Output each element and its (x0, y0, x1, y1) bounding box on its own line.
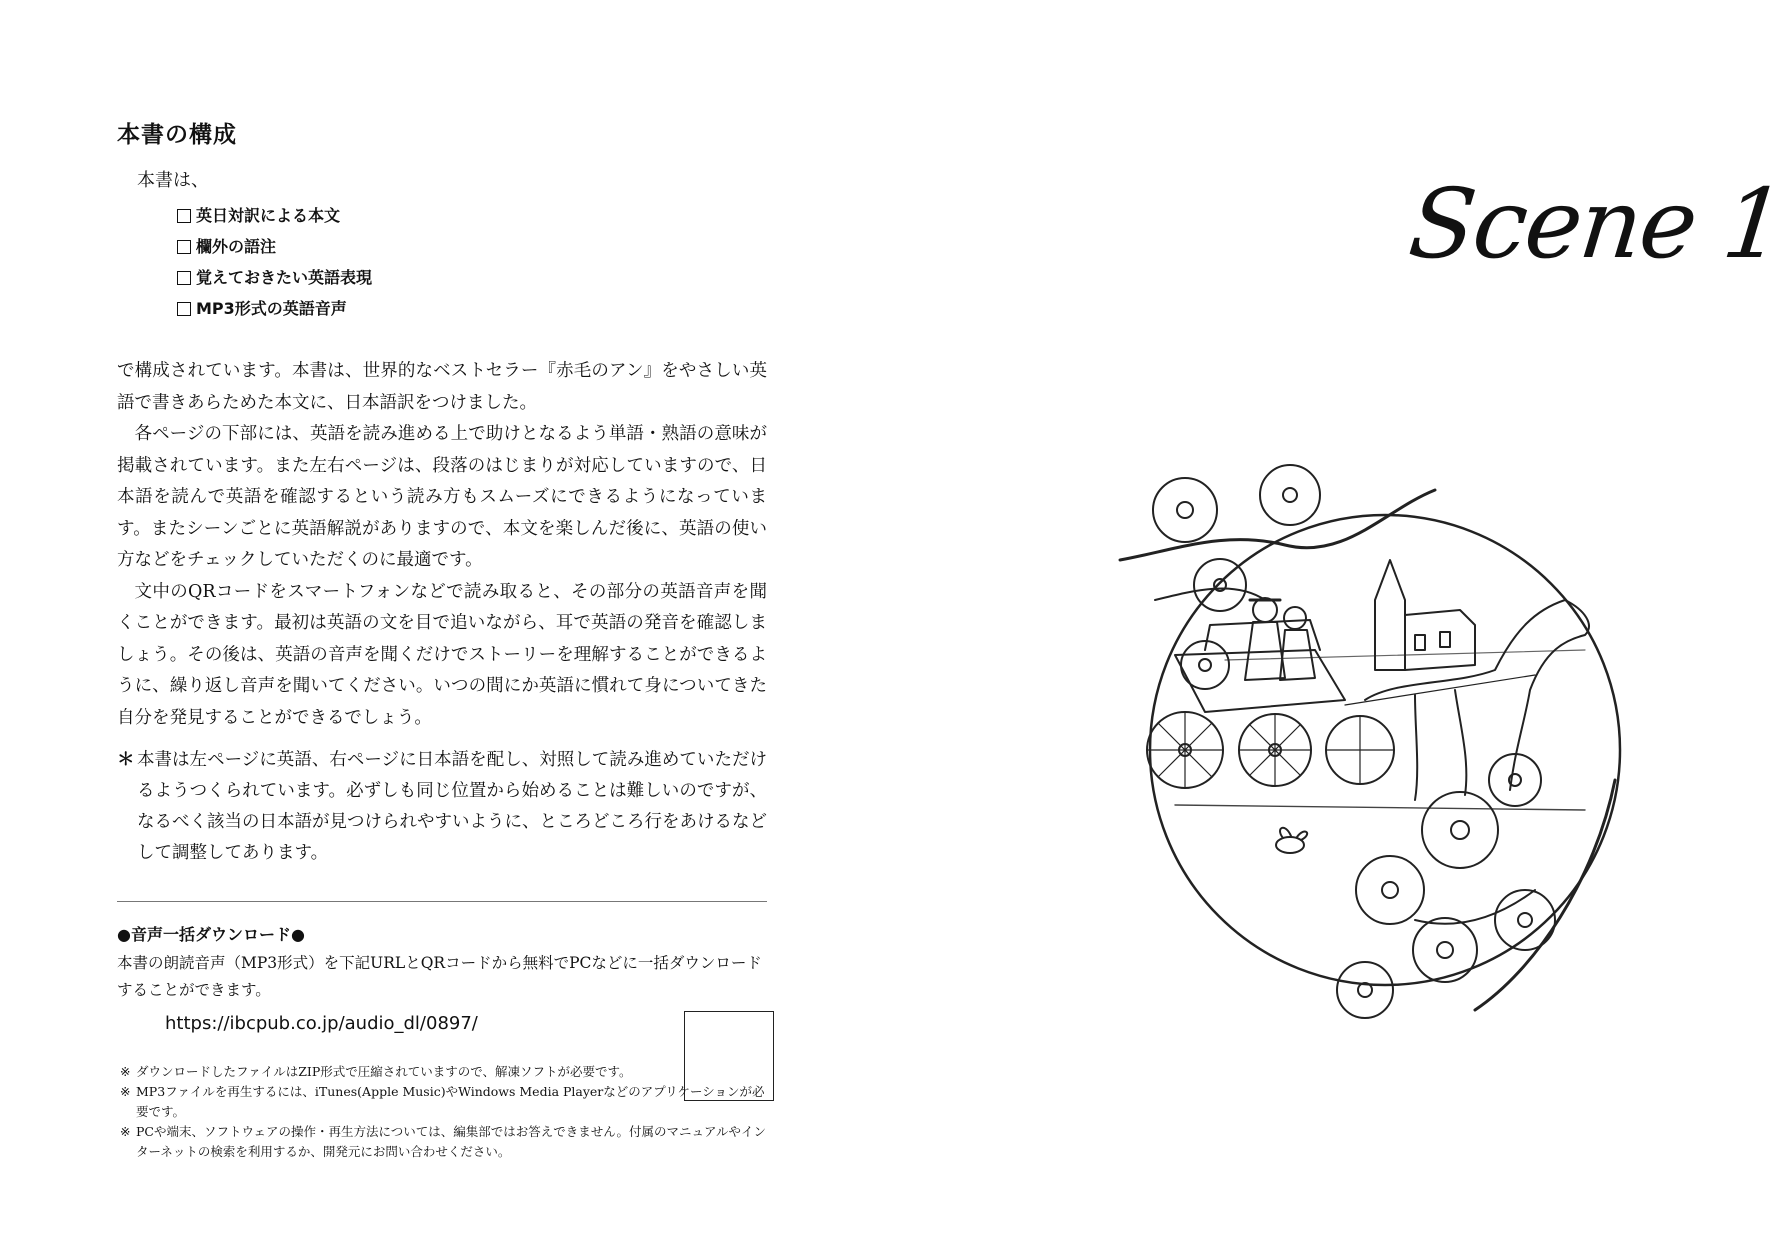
checklist-label: MP3形式の英語音声 (196, 299, 347, 318)
buggy-blossom-illustration (1115, 450, 1645, 1060)
download-note (120, 1062, 770, 1082)
asterisk-mark: ＊ (117, 750, 135, 770)
download-note (120, 1082, 770, 1122)
checklist-label: 欄外の語注 (196, 237, 277, 256)
page-heading: 本書の構成 (117, 122, 237, 148)
intro-text: 本書は、 (137, 170, 209, 191)
download-description: 本書の朗読音声（MP3形式）を下記URLとQRコードから無料でPCなどに一括ダウンロードすることができます。 (117, 954, 762, 999)
note-text: MP3ファイルを再生するには、iTunes(Apple Music)やWindows Media Playerなどのアプリケーションが必要です。 (136, 1084, 765, 1119)
download-url[interactable]: https://ibcpub.co.jp/audio_dl/0897/ (165, 1013, 478, 1034)
contents-checklist (177, 200, 372, 324)
checkbox-icon (177, 302, 191, 316)
download-note (120, 1122, 770, 1162)
checklist-item (177, 293, 372, 324)
download-notes (120, 1062, 770, 1162)
note-text: ダウンロードしたファイルはZIP形式で圧縮されていますので、解凍ソフトが必要です。 (136, 1064, 632, 1079)
checkbox-icon (177, 271, 191, 285)
bee-icon (1276, 837, 1304, 853)
blossom-flowers (1153, 465, 1555, 1018)
layout-note (117, 745, 767, 869)
checkbox-icon (177, 209, 191, 223)
checklist-label: 覚えておきたい英語表現 (196, 268, 373, 287)
note-mark: ※ (120, 1064, 131, 1079)
note-text: 本書は左ページに英語、右ページに日本語を配し、対照して読み進めていただけるようつくられています。必ずしも同じ位置から始めることは難しいのですが、なるべく該当の日本語が見つけられやすいように、ところどころ行をあけるなどして調整してあります。 (137, 750, 767, 863)
scene-title: Scene 1 (1404, 168, 1788, 280)
checklist-label: 英日対訳による本文 (196, 206, 341, 225)
checklist-item (177, 262, 372, 293)
checklist-item (177, 200, 372, 231)
paragraph: 各ページの下部には、英語を読み進める上で助けとなるよう単語・熟語の意味が掲載されています。また左右ページは、段落のはじまりが対応していますので、日本語を読んで英語を確認するという読み方もスムーズにできるようになっています。またシーンごとに英語解説がありますので、本文を楽しんだ後に、英語の使い方などをチェックしていただくのに最適です。 (117, 424, 767, 570)
note-mark: ※ (120, 1124, 131, 1139)
note-mark: ※ (120, 1084, 131, 1099)
note-text: PCや端末、ソフトウェアの操作・再生方法については、編集部ではお答えできません。付属のマニュアルやインターネットの検索を利用するか、開発元にお問い合わせください。 (136, 1124, 766, 1159)
download-heading: ●音声一括ダウンロード● (117, 925, 305, 944)
divider (117, 901, 767, 902)
checkbox-icon (177, 240, 191, 254)
body-text (117, 356, 767, 734)
paragraph: 文中のQRコードをスマートフォンなどで読み取ると、その部分の英語音声を聞くことができます。最初は英語の文を目で追いながら、耳で英語の発音を確認しましょう。その後は、英語の音声を聞くだけでストーリーを理解することができるように、繰り返し音声を聞いてください。いつの間にか英語に慣れて身についてきた自分を発見することができるでしょう。 (117, 581, 767, 728)
paragraph: で構成されています。本書は、世界的なベストセラー『赤毛のアン』をやさしい英語で書きあらためた本文に、日本語訳をつけました。 (117, 361, 767, 413)
checklist-item (177, 231, 372, 262)
left-page (0, 0, 874, 1240)
